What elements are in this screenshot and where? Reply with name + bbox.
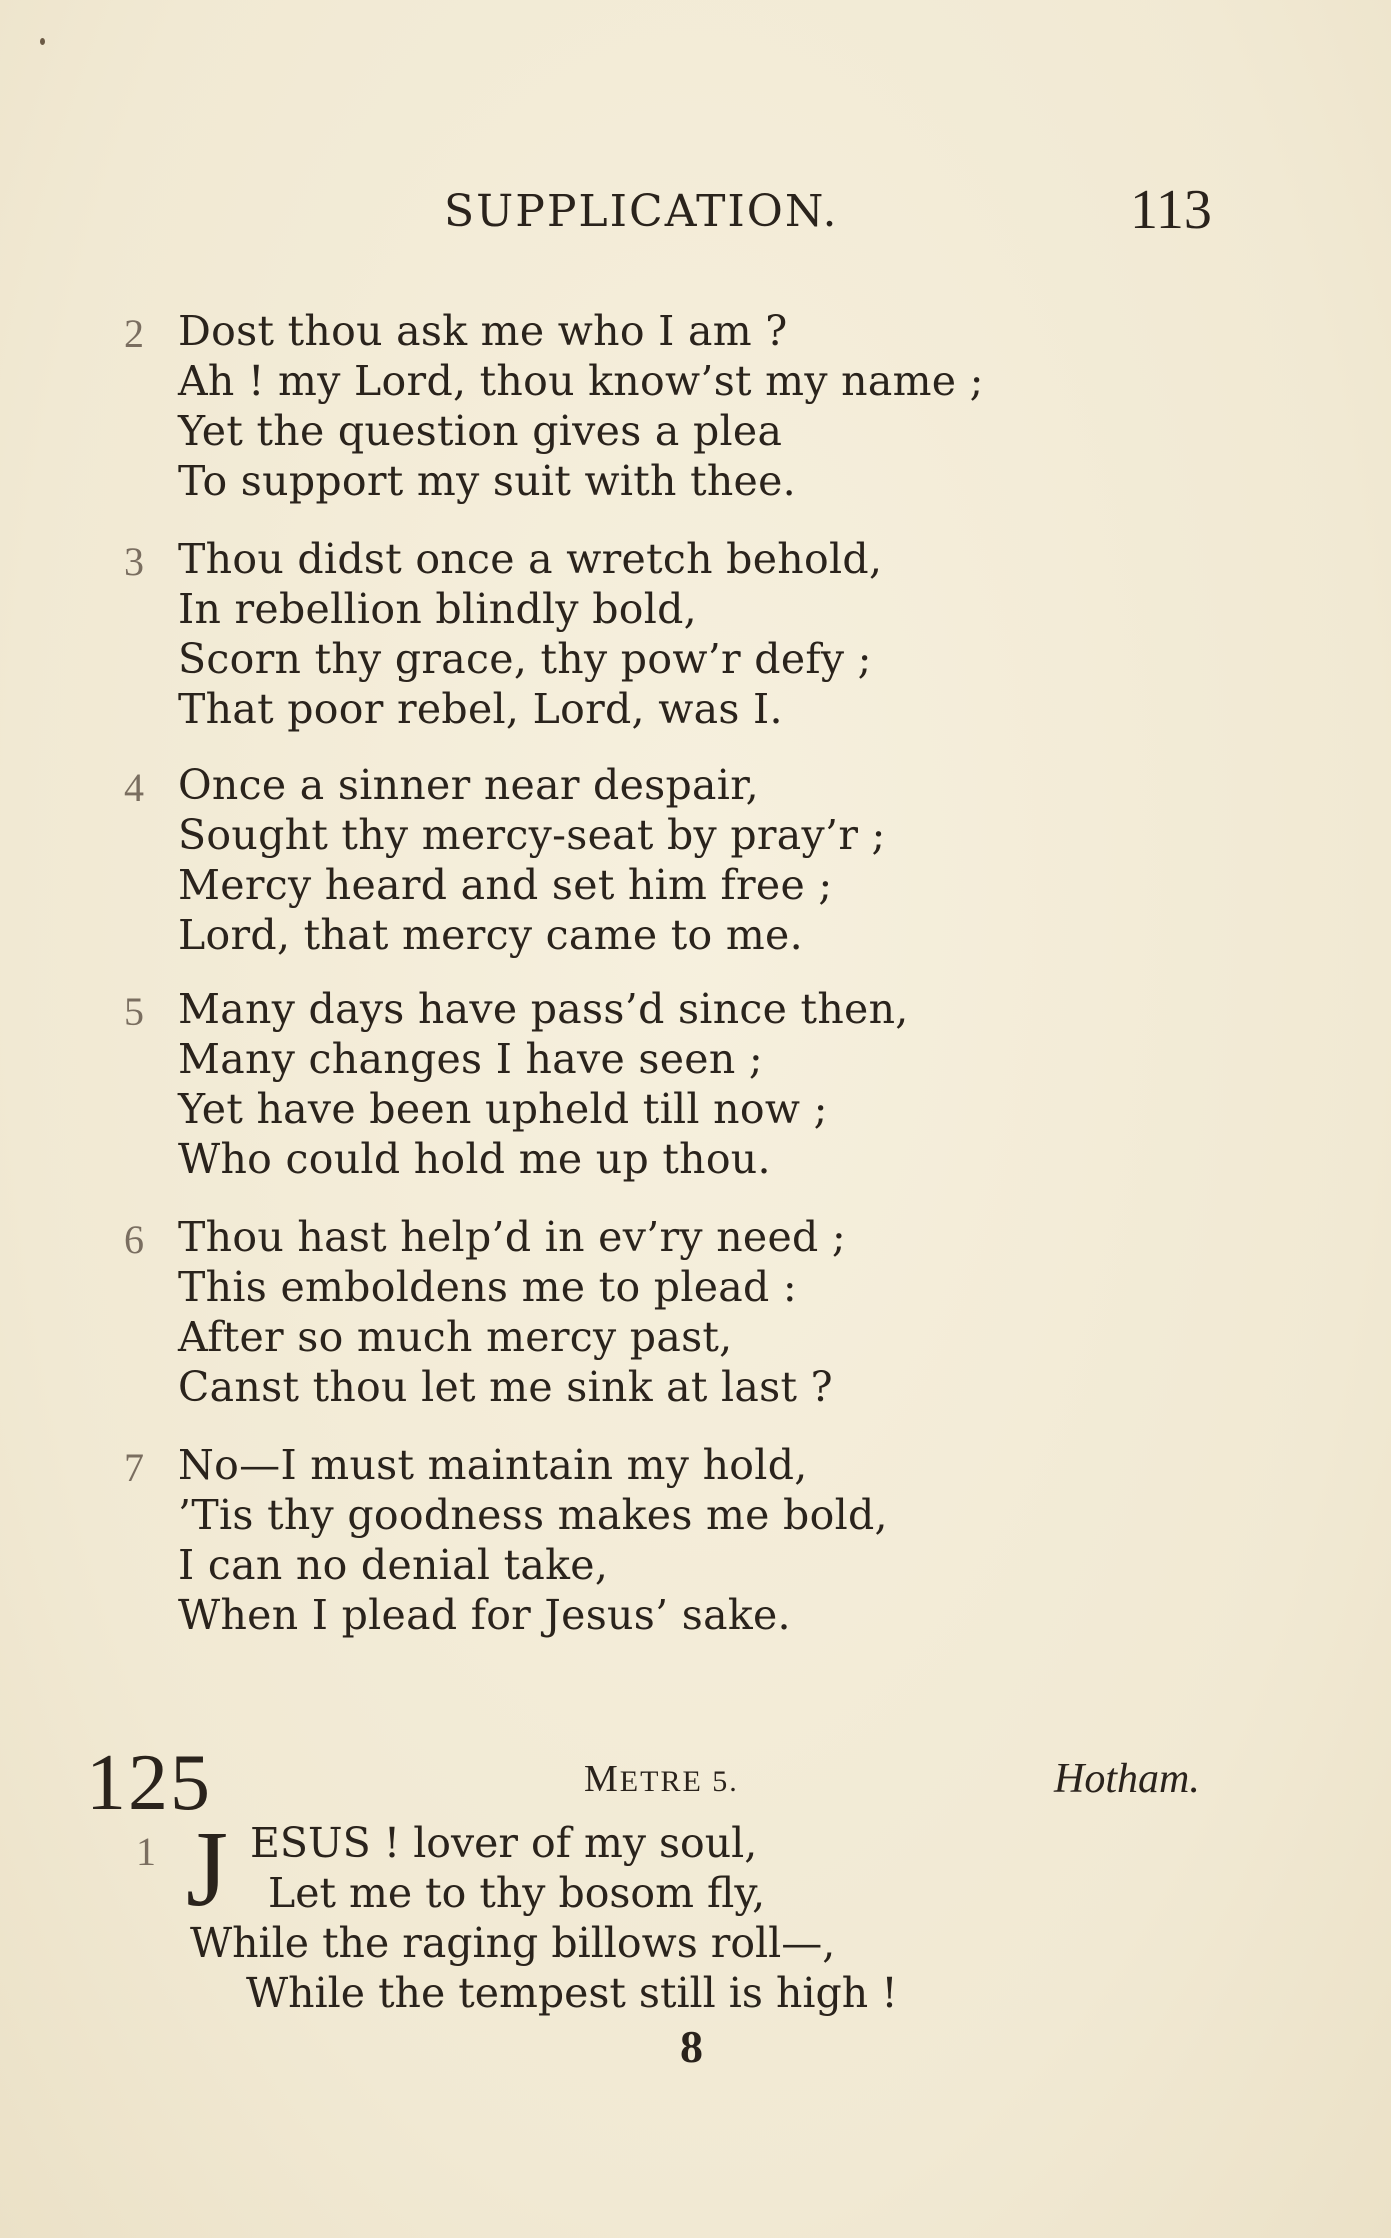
verse-line: Sought thy mercy-seat by pray’r ; bbox=[178, 811, 886, 859]
verse-number: 4 bbox=[124, 765, 144, 810]
verse-line: Lord, that mercy came to me. bbox=[178, 911, 803, 959]
verse-number: 7 bbox=[124, 1445, 144, 1490]
verse-line: While the tempest still is high ! bbox=[246, 1969, 898, 2017]
metre-label bbox=[584, 1757, 739, 1801]
ink-speck bbox=[40, 38, 45, 45]
verse-line: This emboldens me to plead : bbox=[178, 1263, 798, 1311]
metre-rest: ETRE 5. bbox=[619, 1765, 739, 1798]
metre-initial: M bbox=[584, 1758, 620, 1800]
verse-line: Thou didst once a wretch behold, bbox=[178, 535, 883, 583]
verse-number: 6 bbox=[124, 1217, 144, 1262]
verse-line: When I plead for Jesus’ sake. bbox=[178, 1591, 791, 1639]
drop-capital: J bbox=[186, 1810, 229, 1929]
verse-number: 1 bbox=[136, 1829, 156, 1874]
page-number: 113 bbox=[1130, 179, 1212, 241]
verse-line: ’Tis thy goodness makes me bold, bbox=[178, 1491, 888, 1539]
verse-line: Let me to thy bosom fly, bbox=[268, 1869, 766, 1917]
verse-line: In rebellion blindly bold, bbox=[178, 585, 698, 633]
verse-number: 5 bbox=[124, 989, 144, 1034]
verse-line: Scorn thy grace, thy pow’r defy ; bbox=[178, 635, 872, 683]
verse-line: Canst thou let me sink at last ? bbox=[178, 1363, 833, 1411]
verse-line: That poor rebel, Lord, was I. bbox=[178, 685, 783, 733]
verse-line: Yet have been upheld till now ; bbox=[178, 1085, 828, 1133]
verse-line: Dost thou ask me who I am ? bbox=[178, 307, 788, 355]
verse-line: ESUS ! lover of my soul, bbox=[250, 1819, 758, 1867]
verse-line: Ah ! my Lord, thou know’st my name ; bbox=[178, 357, 984, 405]
running-head: SUPPLICATION. bbox=[444, 186, 839, 237]
verse-line: Yet the question gives a plea bbox=[178, 407, 783, 455]
verse-line: Thou hast help’d in ev’ry need ; bbox=[178, 1213, 847, 1261]
verse-line: Many changes I have seen ; bbox=[178, 1035, 763, 1083]
hymn-number: 125 bbox=[86, 1739, 212, 1827]
verse-line: No—I must maintain my hold, bbox=[178, 1441, 808, 1489]
verse-line: I can no denial take, bbox=[178, 1541, 609, 1589]
verse-line: Many days have pass’d since then, bbox=[178, 985, 909, 1033]
verse-line: Once a sinner near despair, bbox=[178, 761, 759, 809]
verse-number: 2 bbox=[124, 311, 144, 356]
verse-line: To support my suit with thee. bbox=[178, 457, 797, 505]
verse-line: Who could hold me up thou. bbox=[178, 1135, 771, 1183]
verse-line: After so much mercy past, bbox=[178, 1313, 733, 1361]
verse-line: Mercy heard and set him free ; bbox=[178, 861, 833, 909]
verse-line: While the raging billows roll—, bbox=[190, 1919, 836, 1967]
verse-number: 3 bbox=[124, 539, 144, 584]
signature-mark: 8 bbox=[680, 2021, 703, 2072]
tune-name: Hotham. bbox=[1054, 1756, 1200, 1802]
